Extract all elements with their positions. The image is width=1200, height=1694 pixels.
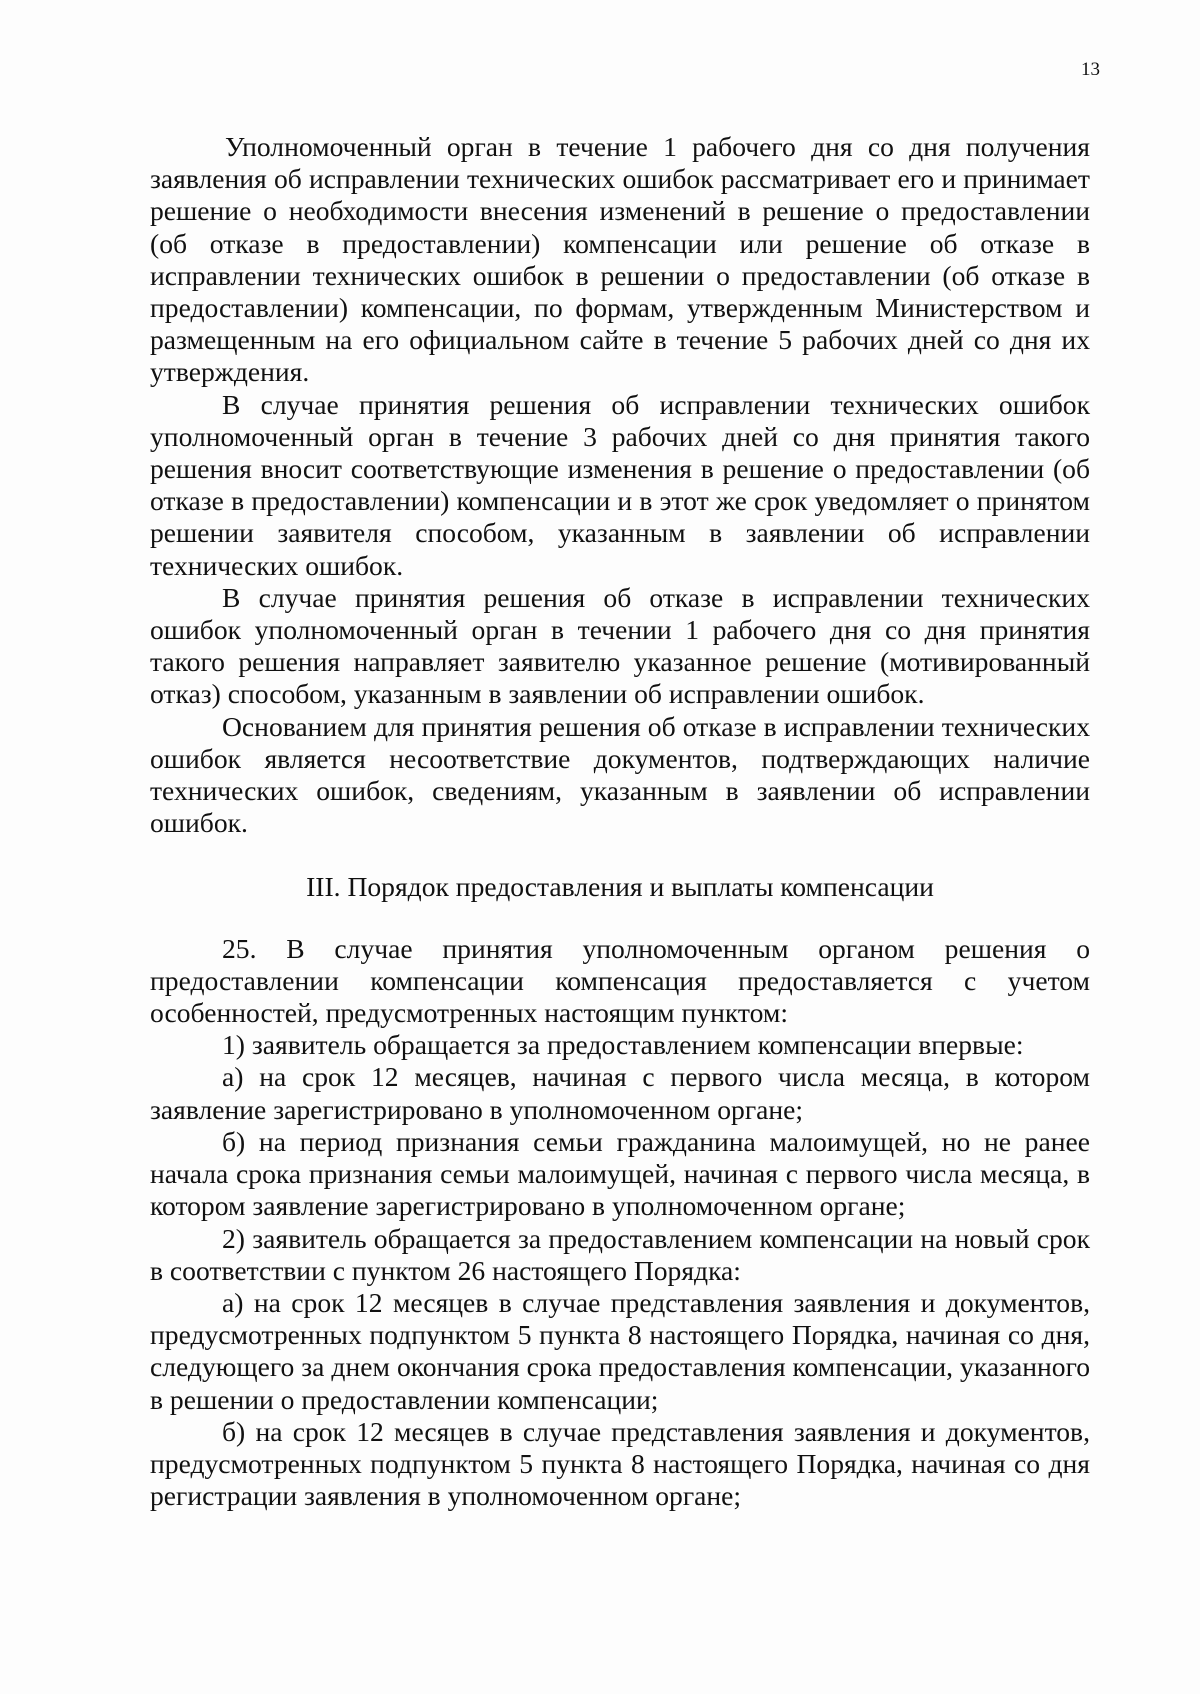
paragraph-subitem-1b: б) на период признания семьи гражданина малоимущей, но не ранее начала срока признания семьи малоимущей, начиная с первого числа месяца, в котором заявление зарегистрировано в уполномоченном органе; bbox=[150, 1125, 1090, 1222]
paragraph-correction-accepted: В случае принятия решения об исправлении технических ошибок уполномоченный орган в течение 3 рабочих дней со дня принятия такого решения вносит соответствующие изменения в решение о предоставлении (об отказе в предоставлении) компенсации и в этот же срок уведомляет о принятом решении заявителя способом, указанным в заявлении об исправлении технических ошибок. bbox=[150, 388, 1090, 581]
paragraph-subitem-2b: б) на срок 12 месяцев в случае представления заявления и документов, предусмотренных подпунктом 5 пункта 8 настоящего Порядка, начиная со дня регистрации заявления в уполномоченном органе; bbox=[150, 1415, 1090, 1512]
paragraph-subitem-2: 2) заявитель обращается за предоставлением компенсации на новый срок в соответствии с пунктом 26 настоящего Порядка: bbox=[150, 1222, 1090, 1286]
paragraph-subitem-1: 1) заявитель обращается за предоставлением компенсации впервые: bbox=[222, 1029, 1024, 1061]
paragraph-technical-errors-review: Уполномоченный орган в течение 1 рабочего дня со дня получения заявления об исправлении технических ошибок рассматривает его и принимает решение о необходимости внесения изменений в решение о предоставлении (об отказе в предоставлении) компенсации или решение об отказе в исправлении технических ошибок в решении о предоставлении (об отказе в предоставлении) компенсации, по формам, утвержденным Министерством и размещенным на его официальном сайте в течение 5 рабочих дней со дня их утверждения. bbox=[150, 131, 1090, 388]
paragraph-correction-refused: В случае принятия решения об отказе в исправлении технических ошибок уполномоченный орган в течении 1 рабочего дня со дня принятия такого решения направляет заявителю указанное решение (мотивированный отказ) способом, указанным в заявлении об исправлении ошибок. bbox=[150, 581, 1090, 710]
section-heading: III. Порядок предоставления и выплаты компенсации bbox=[306, 871, 934, 903]
paragraph-refusal-grounds: Основанием для принятия решения об отказе в исправлении технических ошибок является несоответствие документов, подтверждающих наличие технических ошибок, сведениям, указанным в заявлении об исправлении ошибок. bbox=[150, 710, 1090, 839]
page-number: 13 bbox=[1081, 59, 1100, 80]
paragraph-subitem-1a: а) на срок 12 месяцев, начиная с первого числа месяца, в котором заявление зарегистрировано в уполномоченном органе; bbox=[150, 1061, 1090, 1125]
document-body bbox=[150, 131, 1090, 1512]
paragraph-item-25: 25. В случае принятия уполномоченным органом решения о предоставлении компенсации компенсация предоставляется с учетом особенностей, предусмотренных настоящим пунктом: bbox=[150, 932, 1090, 1029]
paragraph-subitem-2a: а) на срок 12 месяцев в случае представления заявления и документов, предусмотренных подпунктом 5 пункта 8 настоящего Порядка, начиная со дня, следующего за днем окончания срока предоставления компенсации, указанного в решении о предоставлении компенсации; bbox=[150, 1286, 1090, 1415]
